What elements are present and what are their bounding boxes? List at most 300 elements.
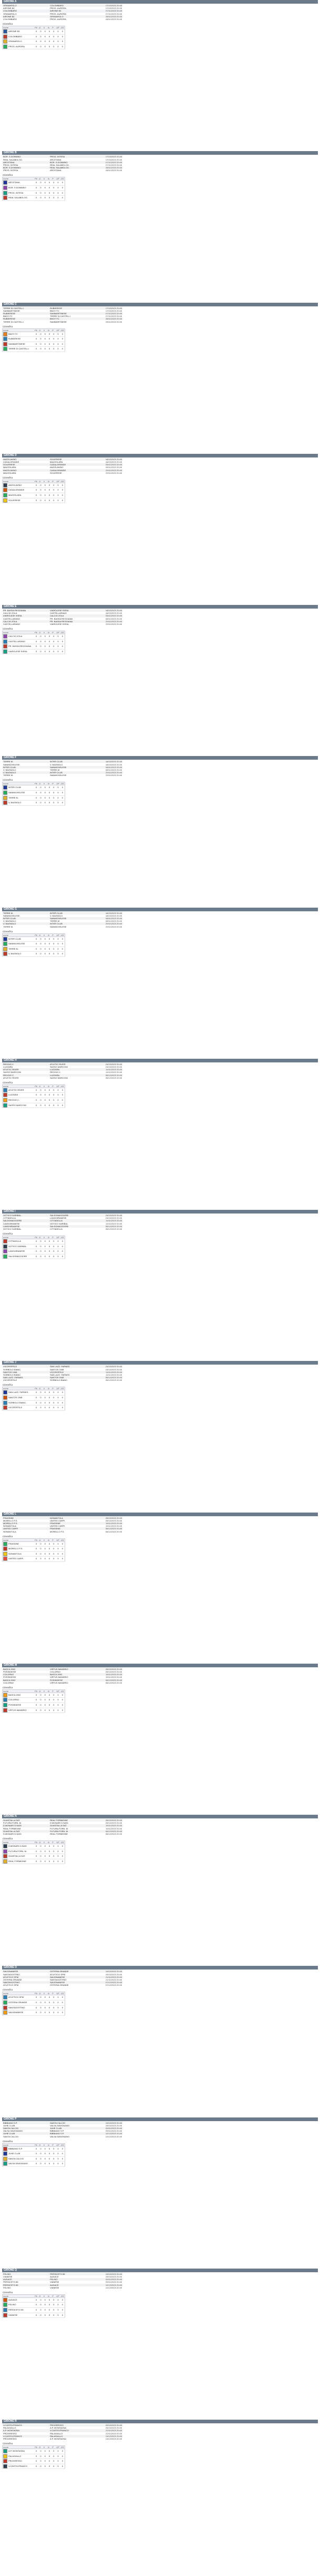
- stat-value: 0: [51, 1249, 56, 1254]
- group-gap: [2, 352, 318, 454]
- stat-value: 0: [60, 493, 65, 498]
- standings-row[interactable]: [3, 347, 65, 352]
- stat-value: 0: [60, 2454, 65, 2459]
- standings-row[interactable]: [3, 2152, 65, 2157]
- team-cell: [3, 2146, 35, 2152]
- team-crest-icon: [3, 1854, 7, 1858]
- stat-value: 0: [47, 1708, 51, 1713]
- team-crest-icon: [3, 180, 7, 185]
- header-col: N: [47, 2143, 51, 2146]
- team-cell: [3, 342, 35, 347]
- standings-row[interactable]: [3, 1239, 65, 1244]
- team-name: ANZOLAVINO: [8, 483, 22, 486]
- fixture-row[interactable]: [2, 774, 123, 776]
- header-col: P: [51, 933, 56, 936]
- away-team: VIRTUS MANDRIO: [50, 1681, 68, 1684]
- standings-row[interactable]: [3, 1390, 65, 1396]
- group-title[interactable]: GIRONE C: [2, 303, 318, 306]
- standings-row[interactable]: [3, 1854, 65, 1859]
- standings-row[interactable]: [3, 785, 65, 791]
- standings-row[interactable]: [3, 2449, 65, 2454]
- match-date: 18/10/2023 20:45: [105, 461, 122, 464]
- stat-value: 0: [51, 795, 56, 801]
- team-crest-icon: [3, 2454, 7, 2458]
- standings-row[interactable]: [3, 2162, 65, 2167]
- home-team: MAZZOLARA: [3, 466, 16, 469]
- header-col: G: [38, 1236, 43, 1239]
- away-team: TERRE M.: [50, 920, 60, 923]
- stat-value: 0: [43, 39, 47, 45]
- fixtures-table: [2, 155, 123, 172]
- stat-value: 0: [51, 1098, 56, 1103]
- standings-row[interactable]: [3, 1406, 65, 1411]
- stat-value: 0: [38, 498, 43, 503]
- standings-row[interactable]: [3, 795, 65, 801]
- stat-value: 0: [38, 634, 43, 640]
- header-col: GS: [60, 1689, 65, 1693]
- stat-value: 0: [60, 2000, 65, 2005]
- standings-row[interactable]: [3, 1693, 65, 1698]
- standings-label: Classifica: [3, 325, 13, 328]
- away-team: MAZZOLARA: [50, 461, 63, 464]
- header-col: GF: [56, 2143, 59, 2146]
- match-date: 29/11/2023 20:45: [106, 471, 122, 474]
- stat-value: 0: [56, 2313, 60, 2318]
- stat-value: 0: [43, 2162, 47, 2167]
- stat-value: 0: [38, 1098, 43, 1103]
- fixture-row[interactable]: [2, 472, 123, 474]
- fixture-row[interactable]: [2, 1077, 123, 1079]
- match-date: 12/12/2023 20:45: [105, 2135, 122, 2138]
- header-col: GF: [56, 1538, 59, 1541]
- standings-row[interactable]: [3, 190, 65, 196]
- stat-value: 0: [47, 801, 51, 806]
- fixture-row[interactable]: [2, 1379, 123, 1381]
- group-gap: [2, 1411, 318, 1513]
- stat-value: 0: [43, 2459, 47, 2464]
- stat-value: 0: [34, 2313, 38, 2318]
- standings-row[interactable]: [3, 1088, 65, 1093]
- home-team: INTER CLUB: [2, 766, 49, 769]
- stat-value: 0: [38, 1103, 43, 1108]
- match-date: 07/11/2023 20:45: [98, 9, 123, 12]
- standings-row[interactable]: [3, 498, 65, 503]
- header-col: V: [43, 328, 47, 332]
- group-title[interactable]: GIRONE B: [2, 151, 318, 155]
- stat-value: 0: [60, 185, 65, 190]
- stat-value: 0: [51, 1547, 56, 1552]
- standings-row[interactable]: [3, 639, 65, 644]
- stat-value: 0: [38, 639, 43, 644]
- standings-row[interactable]: [3, 180, 65, 186]
- away-team: VALSA SAVIGNANO: [50, 2135, 69, 2138]
- team-name: GOTICO GARIBAL.: [8, 1244, 27, 1248]
- away-team: SANMICHELESE: [49, 766, 98, 769]
- team-name: VIRTUS MANDRIO: [8, 1708, 27, 1711]
- header-col: V: [43, 2143, 47, 2146]
- match-date: 05/12/2023 20:45: [105, 1076, 122, 1079]
- standings-row[interactable]: [3, 2313, 65, 2318]
- standings-row[interactable]: [3, 493, 65, 498]
- standings-row[interactable]: [3, 644, 65, 650]
- stat-value: 0: [34, 1693, 38, 1698]
- fixture-row[interactable]: [2, 925, 123, 928]
- stat-value: 0: [51, 1103, 56, 1108]
- standings-row[interactable]: [3, 1859, 65, 1864]
- team-name: SAVIGNANESE: [8, 2011, 24, 2014]
- stat-value: 0: [56, 44, 60, 49]
- stat-value: 0: [56, 39, 60, 45]
- standings-row[interactable]: [3, 29, 65, 35]
- stat-value: 0: [56, 1239, 60, 1244]
- away-team: JUHE CLUB: [49, 2127, 98, 2130]
- standings-row[interactable]: [3, 1093, 65, 1098]
- stat-value: 0: [56, 1395, 60, 1400]
- fixture-row[interactable]: [2, 320, 123, 323]
- fixture-row[interactable]: [2, 1833, 123, 1835]
- standings-row[interactable]: [3, 34, 65, 39]
- stat-value: 0: [34, 180, 38, 186]
- away-team: VIAROLESE SISSA: [50, 623, 69, 626]
- stat-value: 0: [47, 1093, 51, 1098]
- standings-row[interactable]: [3, 1244, 65, 1249]
- stat-value: 0: [56, 2162, 60, 2167]
- team-crest-icon: [3, 2157, 7, 2161]
- standings-row[interactable]: [3, 634, 65, 640]
- standings-row[interactable]: [3, 332, 65, 337]
- standings-row[interactable]: [3, 936, 65, 942]
- standings-row[interactable]: [3, 801, 65, 806]
- stat-value: 0: [38, 1844, 43, 1849]
- standings-row[interactable]: [3, 1698, 65, 1703]
- match-date: 19/10/2023 20:45: [98, 2273, 123, 2275]
- home-team: SALSOMAGGIORE: [2, 1219, 49, 1222]
- home-team: A.P. MONTAGNA: [2, 2429, 49, 2432]
- match-date: 14/11/2023 20:45: [98, 1068, 123, 1071]
- team-crest-icon: [3, 1396, 7, 1400]
- standings-row[interactable]: [3, 649, 65, 654]
- fixture-row[interactable]: [2, 1228, 123, 1230]
- group-title[interactable]: GIRONE N: [2, 1815, 318, 1818]
- standings-row[interactable]: [3, 1557, 65, 1562]
- group-title[interactable]: GIRONE F: [2, 756, 318, 760]
- team-crest-icon: [3, 1401, 7, 1405]
- stat-value: 0: [43, 649, 47, 654]
- standings-row[interactable]: [3, 1551, 65, 1557]
- away-team: V. BAGNOLO: [50, 914, 63, 917]
- away-team: INTER CLUB: [49, 771, 98, 774]
- standings-row[interactable]: [3, 946, 65, 952]
- team-name: VIAROLESE SISSA: [8, 650, 27, 653]
- fixture-row[interactable]: [2, 2135, 123, 2137]
- standings-row[interactable]: [3, 2010, 65, 2016]
- stat-value: 0: [60, 2313, 65, 2318]
- standings-row[interactable]: [3, 2459, 65, 2464]
- stat-value: 0: [51, 801, 56, 806]
- group-title[interactable]: GIRONE O: [2, 1966, 318, 1970]
- header-col: GF: [56, 1387, 59, 1390]
- standings-row[interactable]: [3, 2005, 65, 2010]
- group-gap: [2, 2469, 318, 2571]
- stat-value: 0: [56, 185, 60, 190]
- stat-value: 0: [60, 946, 65, 952]
- standings-row[interactable]: [3, 2156, 65, 2162]
- fixture-row[interactable]: [2, 2286, 123, 2289]
- group-gap: [2, 806, 318, 908]
- header-col: P: [51, 480, 56, 483]
- standings-row[interactable]: [3, 1849, 65, 1854]
- away-team: UNITED CARPI: [50, 1519, 65, 1522]
- team-cell: [3, 1103, 35, 1108]
- stat-value: 0: [34, 1390, 38, 1396]
- stat-value: 0: [34, 493, 38, 498]
- stat-value: 0: [34, 2303, 38, 2308]
- fixture-row[interactable]: [2, 169, 123, 172]
- standings-table: [2, 1084, 65, 1108]
- stat-value: 0: [51, 1093, 56, 1098]
- standings-row[interactable]: [3, 39, 65, 45]
- match-date: 21/11/2023 20:45: [106, 1978, 122, 1981]
- group-title[interactable]: GIRONE I: [2, 1210, 318, 1214]
- standings-row[interactable]: [3, 185, 65, 190]
- standings-row[interactable]: [3, 1098, 65, 1103]
- stat-value: 0: [34, 342, 38, 347]
- standings-row[interactable]: [3, 337, 65, 342]
- stat-value: 0: [56, 347, 60, 352]
- stat-value: 0: [43, 1541, 47, 1547]
- home-team: SANTAGOSTINO: [3, 1973, 20, 1976]
- stat-value: 0: [56, 1541, 60, 1547]
- fixture-row[interactable]: [2, 2437, 123, 2440]
- standings-row[interactable]: [3, 1708, 65, 1713]
- home-team: POSSIDIESE: [3, 1676, 16, 1679]
- group-title[interactable]: GIRONE E: [2, 605, 318, 609]
- stat-value: 0: [38, 952, 43, 957]
- team-crest-icon: [3, 785, 7, 790]
- group-gap: [2, 957, 318, 1059]
- stat-value: 0: [56, 1708, 60, 1713]
- team-cell: [3, 2005, 35, 2010]
- standings-row[interactable]: [3, 1844, 65, 1849]
- team-name: TERRE M.: [8, 796, 19, 799]
- home-team: PR. BASSA REGGIANA: [2, 609, 49, 612]
- fixture-row[interactable]: [2, 18, 123, 20]
- standings-row[interactable]: [3, 1995, 65, 2000]
- team-name: AUDACE: [8, 2298, 17, 2301]
- team-crest-icon: [3, 483, 7, 487]
- home-team: LUZZARA: [3, 1066, 13, 1069]
- header-col: N: [47, 328, 51, 332]
- group-section: [2, 0, 318, 151]
- team-name: PALAGIALLO: [8, 2454, 22, 2457]
- header-col: P: [51, 2143, 56, 2146]
- stat-value: 0: [47, 1541, 51, 1547]
- standings-label: Classifica: [3, 2291, 13, 2294]
- stat-value: 0: [51, 337, 56, 342]
- stat-value: 0: [51, 2449, 56, 2454]
- team-name: MORELLO F.S.: [8, 1547, 23, 1550]
- fixtures-table: [2, 458, 123, 474]
- standings-row[interactable]: [3, 2303, 65, 2308]
- team-cell: [3, 1088, 35, 1093]
- stat-value: 0: [34, 639, 38, 644]
- match-date: 24/10/2023 20:45: [105, 1066, 122, 1069]
- stat-value: 0: [43, 1390, 47, 1396]
- stat-value: 0: [51, 1395, 56, 1400]
- standings-row[interactable]: [3, 483, 65, 488]
- team-crest-icon: [3, 2000, 7, 2005]
- standings-table: [2, 1236, 65, 1259]
- stat-value: 0: [34, 1547, 38, 1552]
- stat-value: 0: [60, 1093, 65, 1098]
- stat-value: 0: [43, 952, 47, 957]
- match-date: 24/10/2023 20:45: [98, 1063, 123, 1066]
- stat-value: 0: [51, 488, 56, 493]
- match-date: 25/10/2023 20:45: [98, 1517, 123, 1519]
- stat-value: 0: [38, 2162, 43, 2167]
- team-name: RUBIERESE: [8, 337, 21, 340]
- away-team: ATLETIC RIVER: [49, 1063, 98, 1066]
- stat-value: 0: [34, 1541, 38, 1547]
- header-name: nome: [3, 177, 35, 180]
- standings-row[interactable]: [3, 1400, 65, 1406]
- header-col: P: [51, 631, 56, 634]
- team-cell: [3, 952, 35, 957]
- team-name: CASALGRANDE: [8, 488, 25, 492]
- group-title[interactable]: GIRONE A: [2, 0, 318, 4]
- group-title[interactable]: GIRONE D: [2, 454, 318, 457]
- team-name: V. BAGNOLO: [8, 952, 22, 955]
- stat-value: 0: [43, 2464, 47, 2469]
- standings-row[interactable]: [3, 44, 65, 49]
- home-team: PERSICETO 85: [3, 2281, 18, 2284]
- header-col: P: [51, 1538, 56, 1541]
- group-title[interactable]: GIRONE R: [2, 2420, 318, 2423]
- team-crest-icon: [3, 952, 7, 956]
- match-date: 09/11/2023 20:45: [98, 2127, 123, 2130]
- team-cell: [3, 1854, 35, 1859]
- standings-row[interactable]: [3, 2297, 65, 2303]
- standings-row[interactable]: [3, 342, 65, 347]
- standings-row[interactable]: [3, 790, 65, 795]
- match-date: 25/10/2023 20:45: [105, 1670, 122, 1674]
- stat-value: 0: [47, 639, 51, 644]
- standings-row[interactable]: [3, 2146, 65, 2152]
- standings-row[interactable]: [3, 1703, 65, 1708]
- home-team: VIANESE: [3, 2275, 13, 2279]
- standings-row[interactable]: [3, 2308, 65, 2313]
- standings-row[interactable]: [3, 2000, 65, 2005]
- fixture-row[interactable]: [2, 1984, 123, 1986]
- standings-row[interactable]: [3, 488, 65, 493]
- stat-value: 0: [34, 785, 38, 791]
- fixtures-table: [2, 1365, 123, 1381]
- standings-row[interactable]: [3, 1541, 65, 1547]
- fixture-row[interactable]: [2, 623, 123, 625]
- header-col: Pti: [34, 933, 38, 936]
- stat-value: 0: [38, 790, 43, 795]
- standings-row[interactable]: [3, 1547, 65, 1552]
- standings-row[interactable]: [3, 942, 65, 947]
- header-col: G: [38, 2294, 43, 2297]
- team-cell: [3, 946, 35, 952]
- stat-value: 0: [43, 2454, 47, 2459]
- stat-value: 0: [34, 1249, 38, 1254]
- group-title[interactable]: GIRONE Q: [2, 2269, 318, 2272]
- group-title[interactable]: GIRONE G: [2, 908, 318, 911]
- team-crest-icon: [3, 337, 7, 341]
- header-col: Pti: [34, 1689, 38, 1693]
- away-team: CASALGRANDE: [49, 469, 98, 472]
- group-title[interactable]: GIRONE M: [2, 1664, 318, 1667]
- match-date: 19/10/2023 20:45: [98, 1970, 123, 1973]
- home-team: SORBOLO BIANC.: [3, 1368, 22, 1371]
- home-team: ARCETANA: [2, 161, 49, 164]
- standings-row[interactable]: [3, 2454, 65, 2459]
- home-team: OSTERIA GRANDE: [3, 1978, 22, 1981]
- group-title[interactable]: GIRONE H: [2, 1059, 318, 1062]
- standings-row[interactable]: [3, 1395, 65, 1400]
- team-name: SANMICHELESE: [8, 791, 25, 794]
- stat-value: 0: [43, 2010, 47, 2016]
- stat-value: 0: [34, 2010, 38, 2016]
- home-team: TERRE DI CASTELLI: [3, 320, 24, 323]
- group-title[interactable]: GIRONE J: [2, 1361, 318, 1365]
- team-cell: [3, 2464, 35, 2469]
- stat-value: 0: [60, 34, 65, 39]
- fixture-row[interactable]: [2, 1681, 123, 1684]
- team-crest-icon: [3, 1995, 7, 1999]
- stat-value: 0: [47, 1098, 51, 1103]
- away-team: INTER CLUB: [49, 912, 98, 914]
- header-col: V: [43, 1236, 47, 1239]
- header-col: V: [43, 1841, 47, 1844]
- standings-label: Classifica: [3, 1837, 13, 1840]
- team-name: POSSIDIESE: [8, 1704, 22, 1707]
- team-name: FUTURA FORN. M.: [8, 1849, 27, 1853]
- away-team: REAL FORMIGINE: [50, 1833, 68, 1836]
- match-date: 20/10/2023 20:45: [98, 2424, 123, 2426]
- team-crest-icon: [3, 1254, 7, 1259]
- standings-row[interactable]: [3, 1103, 65, 1108]
- standings-row[interactable]: [3, 1254, 65, 1259]
- stat-value: 0: [34, 498, 38, 503]
- team-name: LANGHIRANESE: [8, 1250, 25, 1253]
- stat-value: 0: [47, 1254, 51, 1259]
- team-cell: [3, 1098, 35, 1103]
- team-name: VALSA SAVIGNANO: [8, 2162, 28, 2165]
- stat-value: 0: [60, 1088, 65, 1093]
- stat-value: 0: [43, 2156, 47, 2162]
- team-cell: [3, 483, 35, 488]
- group-title[interactable]: GIRONE P: [2, 2117, 318, 2121]
- stat-value: 0: [34, 34, 38, 39]
- stat-value: 0: [43, 1395, 47, 1400]
- header-name: nome: [3, 1538, 35, 1541]
- standings-row[interactable]: [3, 196, 65, 201]
- header-name: nome: [3, 328, 35, 332]
- standings-row[interactable]: [3, 2464, 65, 2469]
- standings-row[interactable]: [3, 952, 65, 957]
- fixture-row[interactable]: [2, 1530, 123, 1532]
- standings-table: [2, 2143, 65, 2167]
- stat-value: 0: [43, 44, 47, 49]
- standings-row[interactable]: [3, 1249, 65, 1254]
- match-date: 28/11/2023 20:45: [98, 166, 123, 169]
- group-title[interactable]: GIRONE L: [2, 1513, 318, 1516]
- match-date: 15/11/2023 20:45: [106, 1827, 122, 1830]
- stat-value: 0: [38, 2459, 43, 2464]
